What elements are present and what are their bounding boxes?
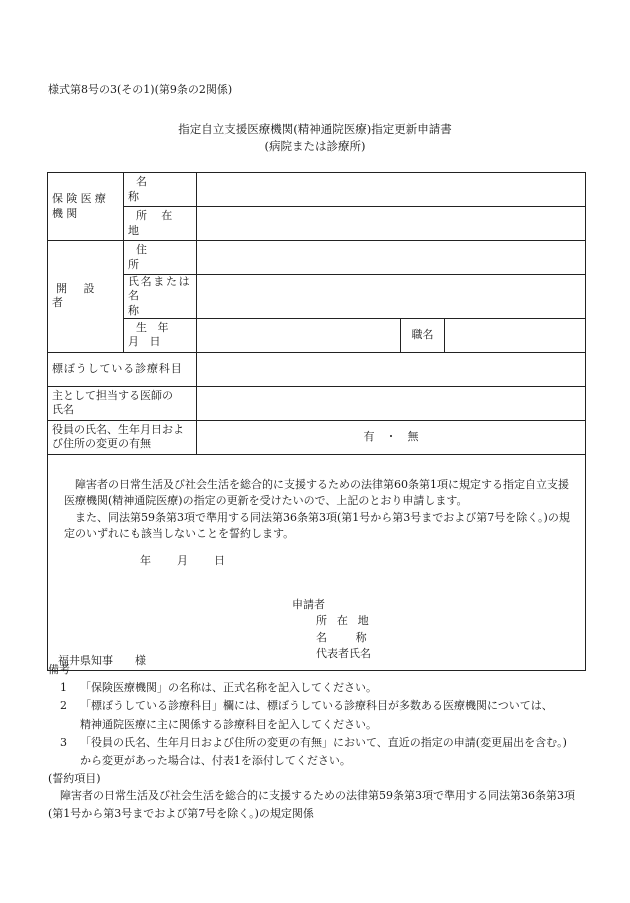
officer-change-options[interactable]: 有 ・ 無: [197, 420, 586, 454]
founder-name-label: [124, 275, 197, 319]
officer-change-label-line2: び住所の変更の有無: [52, 437, 151, 451]
doctor-field[interactable]: [197, 386, 586, 420]
notes-heading: 備考: [48, 663, 70, 676]
departments-field[interactable]: [197, 352, 586, 386]
note-number: 1: [60, 681, 67, 695]
note-number: 3: [60, 735, 67, 749]
application-form-table: [47, 172, 586, 671]
founder-address-label: 住所: [124, 241, 197, 275]
founder-name-field[interactable]: [197, 275, 586, 319]
applicant-rep-label: 代表者氏名: [316, 647, 371, 661]
doctor-label-line1: 主として担当する医師の: [52, 389, 173, 403]
founder-title-field[interactable]: [445, 318, 586, 352]
note-text: 「標ぼうしている診療科目」欄には、標ぼうしている診療科目が多数ある医療機関については、: [80, 699, 553, 713]
date-year: 年: [140, 553, 151, 567]
note-continuation: から変更があった場合は、付表1を添付してください。: [80, 754, 351, 768]
addressee: 福井県知事 様: [58, 653, 146, 667]
doctor-label: [48, 386, 197, 420]
applicant-name-label: 名称: [316, 630, 396, 644]
founder-birthdate-label: 生年月日: [124, 318, 197, 352]
founder-title-label: 職名: [401, 318, 445, 352]
applicant-address-label: 所在地: [316, 614, 379, 628]
oath-heading: (誓約項目): [48, 772, 101, 785]
declaration-para1: 障害者の日常生活及び社会生活を総合的に支援するための法律第60条第1項に規定する指定自立支援医療機関(精神通院医療)の指定の更新を受けたいので、上記のとおり申請します。: [64, 477, 569, 508]
doctor-label-line2: 氏名: [52, 403, 74, 417]
applicant-label: 申請者: [292, 597, 325, 611]
institution-name-field[interactable]: [197, 173, 586, 207]
institution-name-label: 名称: [124, 173, 197, 207]
note-text: 「保険医療機関」の名称は、正式名称を記入してください。: [80, 681, 377, 695]
form-number: 様式第8号の3(その1)(第9条の2関係): [48, 83, 233, 96]
note-item: [48, 734, 588, 752]
officer-change-label-line1: 役員の氏名、生年月日およ: [52, 423, 184, 437]
note-continuation: 精神通院医療に主に関係する診療科目を記入してください。: [80, 717, 377, 731]
founder-label: 開設者: [48, 241, 124, 353]
founder-birthdate-field[interactable]: [197, 318, 401, 352]
founder-name-label-line2: 名称: [128, 289, 168, 317]
medical-institution-label: 保険医療機関: [48, 173, 124, 241]
declaration-text: [64, 477, 574, 543]
page-title: 指定自立支援医療機関(精神通院医療)指定更新申請書: [178, 122, 452, 136]
date-month: 月: [177, 553, 188, 567]
note-text: 「役員の氏名、生年月日および住所の変更の有無」において、直近の指定の申請(変更届出を含む。): [80, 735, 567, 749]
founder-name-label-line1: 氏名または: [128, 275, 192, 288]
departments-label: 標ぼうしている診療科目: [48, 352, 197, 386]
note-number: 2: [60, 699, 67, 713]
note-item: [48, 679, 588, 697]
declaration-box: [48, 454, 586, 670]
institution-address-field[interactable]: [197, 207, 586, 241]
date-day: 日: [214, 553, 225, 567]
declaration-para2: また、同法第59条第3項で準用する同法第36条第3項(第1号から第3号までおよび第7号を除く。)の規定のいずれにも該当しないことを誓約します。: [64, 510, 570, 541]
note-item: [48, 697, 588, 715]
page-subtitle: (病院または診療所): [264, 139, 366, 153]
applicant-block: [292, 597, 395, 663]
notes-section: [48, 661, 588, 770]
oath-text: 障害者の日常生活及び社会生活を総合的に支援するための法律第59条第3項で準用する同法第36条第3項(第1号から第3号までおよび第7号を除く。)の規定関係: [48, 789, 575, 820]
founder-address-field[interactable]: [197, 241, 586, 275]
declaration-date[interactable]: [114, 554, 225, 568]
officer-change-label: [48, 420, 197, 454]
institution-address-label: 所在地: [124, 207, 197, 241]
